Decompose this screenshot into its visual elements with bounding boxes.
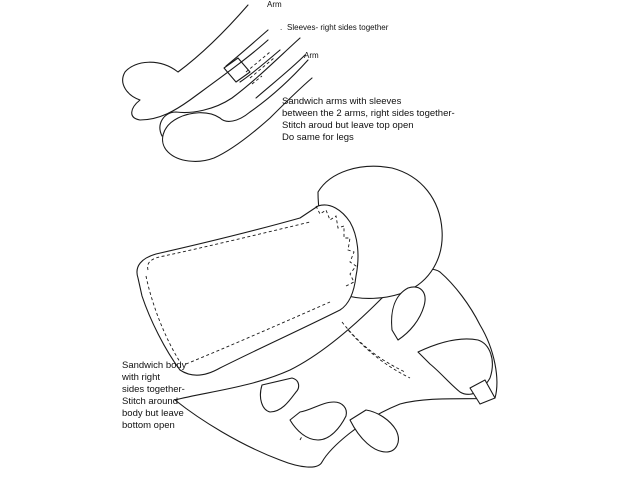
arm-label-bottom: Arm — [304, 51, 319, 60]
upper-arm-outline — [123, 5, 268, 120]
body-instruction-line-6: bottom open — [122, 420, 175, 431]
arm-instruction-line-2: between the 2 arms, right sides together- — [282, 108, 455, 119]
sleeves-label: Sleeves- right sides together — [287, 23, 389, 32]
body-instruction-line-5: body but leave — [122, 408, 184, 419]
body-instruction-line-1: Sandwich body — [122, 360, 187, 371]
body-instruction-line-4: Stitch around — [122, 396, 178, 407]
body-instruction-line-3: sides together- — [122, 384, 185, 395]
body-instruction-line-2: with right — [122, 372, 161, 383]
arm-instruction-line-3: Stitch aroud but leave top open — [282, 120, 414, 131]
body-instructions — [121, 360, 187, 431]
sleeves-bullet: . — [280, 23, 283, 32]
arm-instruction-line-1: Sandwich arms with sleeves — [282, 96, 402, 107]
sleeve-seam-box — [224, 58, 250, 82]
arm-label-top: Arm — [267, 0, 282, 9]
body-diagram — [137, 166, 497, 467]
leg-piece-outline — [350, 410, 398, 452]
sleeve-outline — [226, 30, 280, 82]
arm-sleeve-diagram — [123, 0, 455, 161]
arm-instruction-line-4: Do same for legs — [282, 132, 354, 143]
